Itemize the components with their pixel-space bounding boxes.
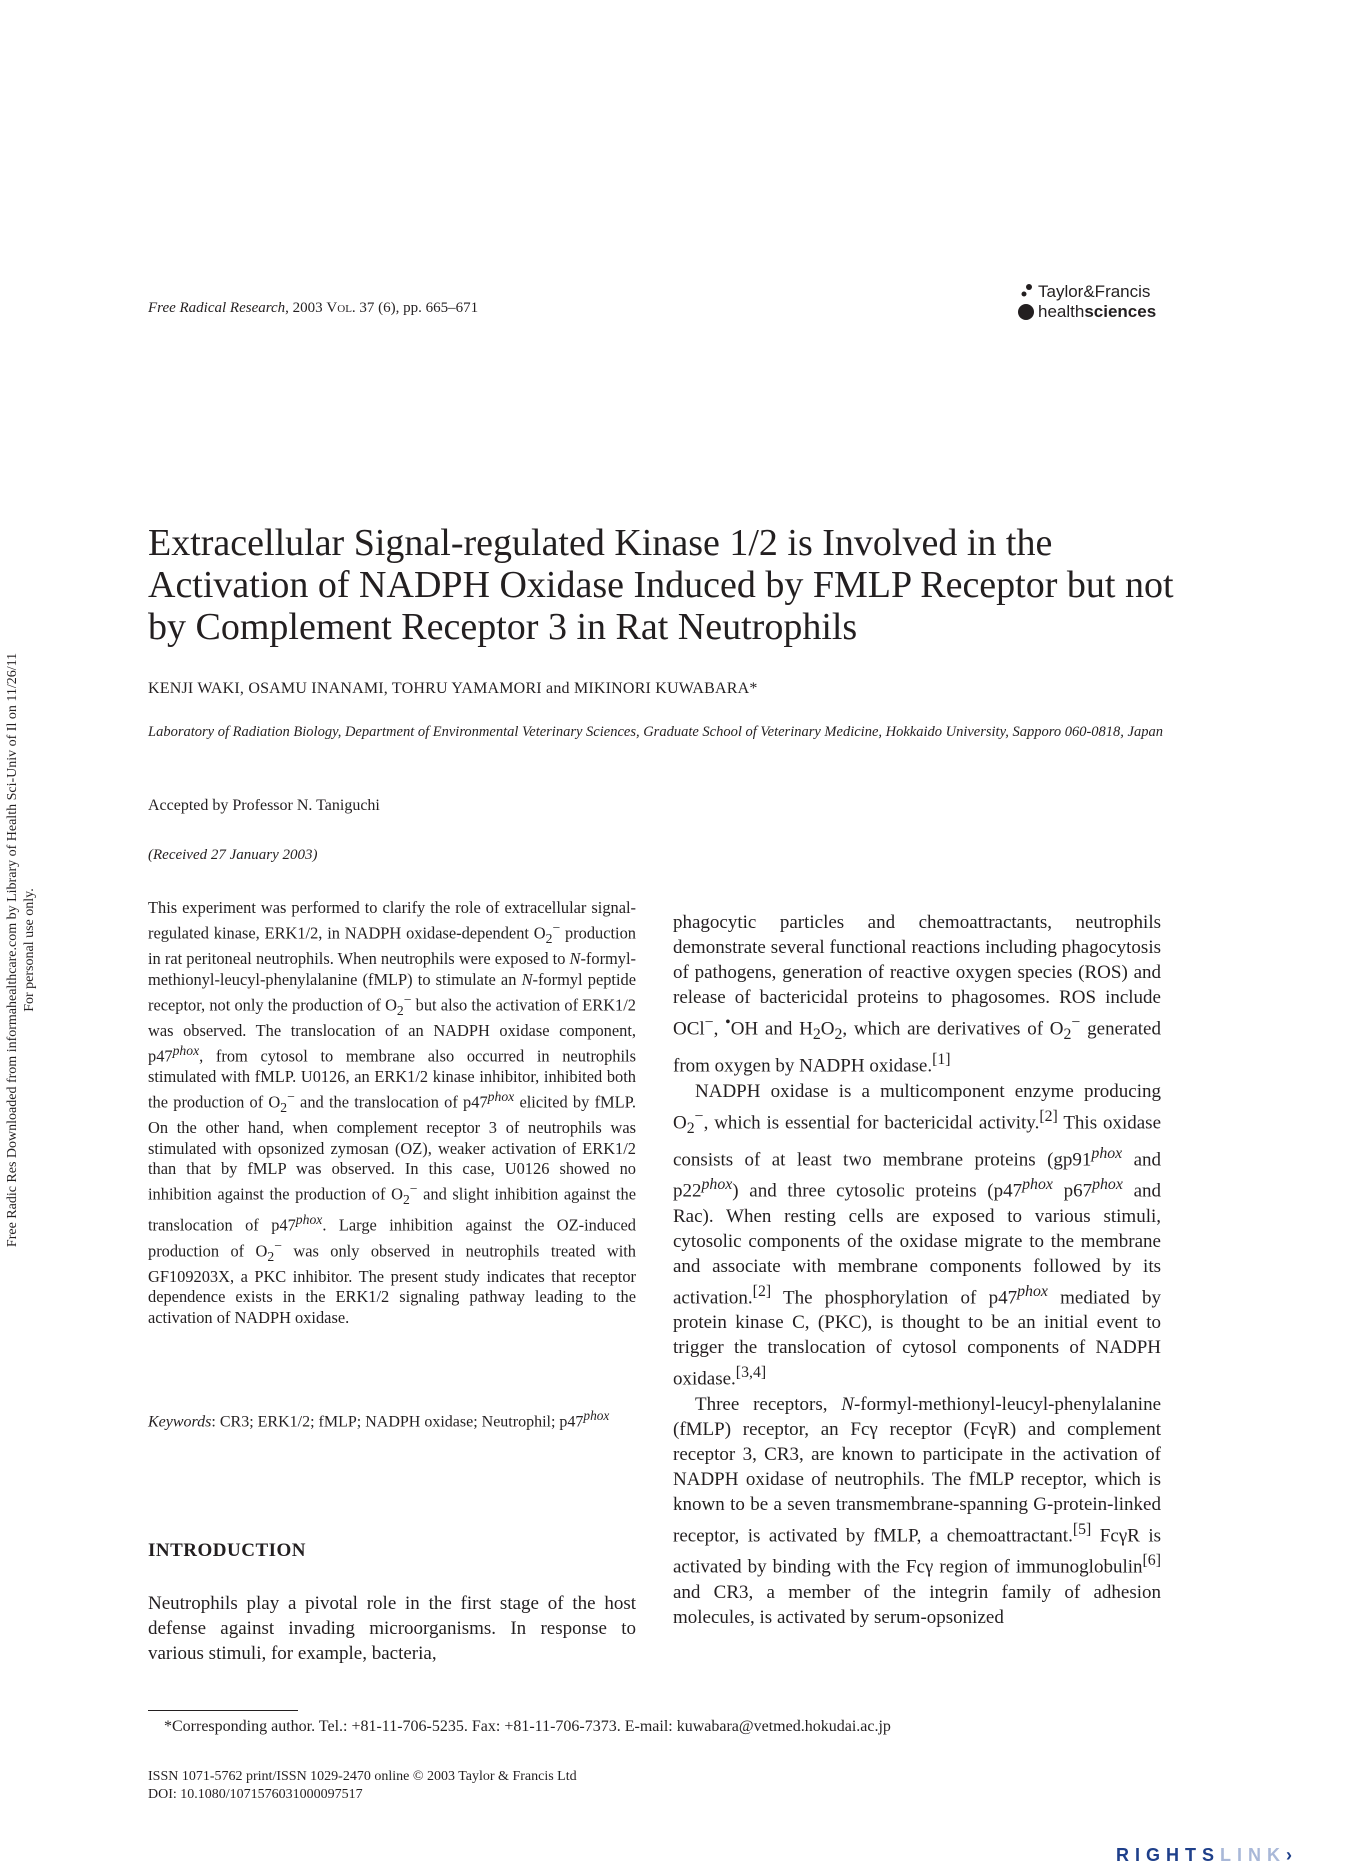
journal-volume: 37 (6), pp. 665–671 xyxy=(355,300,479,316)
body-paragraph: phagocytic particles and chemoattractants, neutrophils demonstrate several functional reactions including phagocytosis of pathogens, generation of reactive oxygen species (ROS) and release of bactericidal proteins to phagosomes. ROS include OCl−, •OH and $H_2O_2$, which are derivatives of $O_2^-$ generated from oxygen by NADPH oxidase.[1] xyxy=(673,912,1161,1077)
journal-year: , 2003 xyxy=(285,300,327,316)
download-notice-line1: Free Radic Res Downloaded from informahealthcare.com by Library of Health Sci-Univ of Il on 11/26/11 xyxy=(5,652,20,1248)
publisher-logo-icon xyxy=(1016,280,1038,324)
rightslink-arrow-icon: › xyxy=(1286,1845,1293,1865)
article-title: Extracellular Signal-regulated Kinase 1/2 is Involved in the Activation of NADPH Oxidase Induced by FMLP Receptor but not by Complement Receptor 3 in Rat Neutrophils xyxy=(148,522,1174,648)
keywords: Keywords: CR3; ERK1/2; fMLP; NADPH oxidase; Neutrophil; $p47^{phox}$ xyxy=(148,1408,610,1431)
received-date: (Received 27 January 2003) xyxy=(148,847,318,863)
download-notice xyxy=(0,590,42,1310)
footnote-rule xyxy=(148,1710,298,1711)
download-notice-line2: For personal use only. xyxy=(22,888,37,1012)
journal-volume-label: Vol. xyxy=(326,300,356,316)
body-paragraph: NADPH oxidase is a multicomponent enzyme producing $O_2^-$, which is essential for bactericidal activity.[2] This oxidase consists of at least two membrane proteins ($gp91^{phox}$ and $p22^{phox}$) and three cytosolic proteins ($p47^{phox}$ $p67^{phox}$ and Rac). When resting cells are exposed to various stimuli, cytosolic components of the oxidase migrate to the membrane and associate with membrane components followed by its activation.[2] The phosphorylation of $p47^{phox}$ mediated by protein kinase C, (PKC), is thought to be an initial event to trigger the translocation of cytosol components of NADPH oxidase.[3,4] xyxy=(673,1080,1162,1390)
intro-paragraph: Neutrophils play a pivotal role in the first stage of the host defense against invading microorganisms. In response to various stimuli, for example, bacteria, xyxy=(148,1593,636,1664)
author-list: KENJI WAKI, OSAMU INANAMI, TOHRU YAMAMORI and MIKINORI KUWABARA* xyxy=(148,680,758,697)
issn-line: ISSN 1071-5762 print/ISSN 1029-2470 online © 2003 Taylor & Francis Ltd xyxy=(148,1769,577,1784)
publisher-division: healthsciences xyxy=(1038,302,1157,321)
publisher-name: Taylor&Francis xyxy=(1038,282,1151,301)
doi-line: DOI: 10.1080/1071576031000097517 xyxy=(148,1787,363,1802)
publisher-logo xyxy=(1016,280,1166,324)
body-right-column xyxy=(673,910,1161,1630)
rightslink-logo[interactable]: RIGHTSLINK› xyxy=(1116,1845,1293,1865)
section-heading-introduction: INTRODUCTION xyxy=(148,1540,307,1561)
issn-block xyxy=(148,1768,577,1804)
body-paragraph: Three receptors, N-formyl-methionyl-leucyl-phenylalanine (fMLP) receptor, an Fcγ receptor (FcγR) and complement receptor 3, CR3, are known to participate in the activation of NADPH oxidase of neutrophils. The fMLP receptor, which is known to be a seven transmembrane-spanning G-protein-linked receptor, is activated by fMLP, a chemoattractant.[5] FcγR is activated by binding with the Fcγ region of immunoglobulin[6] and CR3, a member of the integrin family of adhesion molecules, is activated by serum-opsonized xyxy=(673,1393,1161,1628)
accepted-by: Accepted by Professor N. Taniguchi xyxy=(148,797,380,814)
affiliation: Laboratory of Radiation Biology, Department of Environmental Veterinary Sciences, Graduate School of Veterinary Medicine, Hokkaido University, Sapporo 060-0818, Japan xyxy=(148,724,1163,740)
abstract: This experiment was performed to clarify the role of extracellular signal-regulated kinase, ERK1/2, in NADPH oxidase-dependent $O_2^-$ production in rat peritoneal neutrophils. When neutrophils were exposed to N-formyl-methionyl-leucyl-phenylalanine (fMLP) to stimulate an N-formyl peptide receptor, not only the production of $O_2^-$ but also the activation of ERK1/2 was observed. The translocation of an NADPH oxidase component, $p47^{phox}$, from cytosol to membrane also occurred in neutrophils stimulated with fMLP. U0126, an ERK1/2 kinase inhibitor, inhibited both the production of $O_2^-$ and the translocation of $p47^{phox}$ elicited by fMLP. On the other hand, when complement receptor 3 of neutrophils was stimulated with opsonized zymosan (OZ), weaker activation of ERK1/2 than that by fMLP was observed. In this case, U0126 showed no inhibition against the production of $O_2^-$ and slight inhibition against the translocation of $p47^{phox}$. Large inhibition against the OZ-induced production of $O_2^-$ was only observed in neutrophils treated with GF109203X, a PKC inhibitor. The present study indicates that receptor dependence exists in the ERK1/2 signaling pathway leading to the activation of NADPH oxidase. xyxy=(148,898,637,1327)
journal-citation xyxy=(148,300,478,317)
journal-name: Free Radical Research xyxy=(148,300,286,316)
corresponding-author-footnote: *Corresponding author. Tel.: +81-11-706-5235. Fax: +81-11-706-7373. E-mail: kuwabara@vetmed.hokudai.ac.jp xyxy=(164,1718,891,1735)
